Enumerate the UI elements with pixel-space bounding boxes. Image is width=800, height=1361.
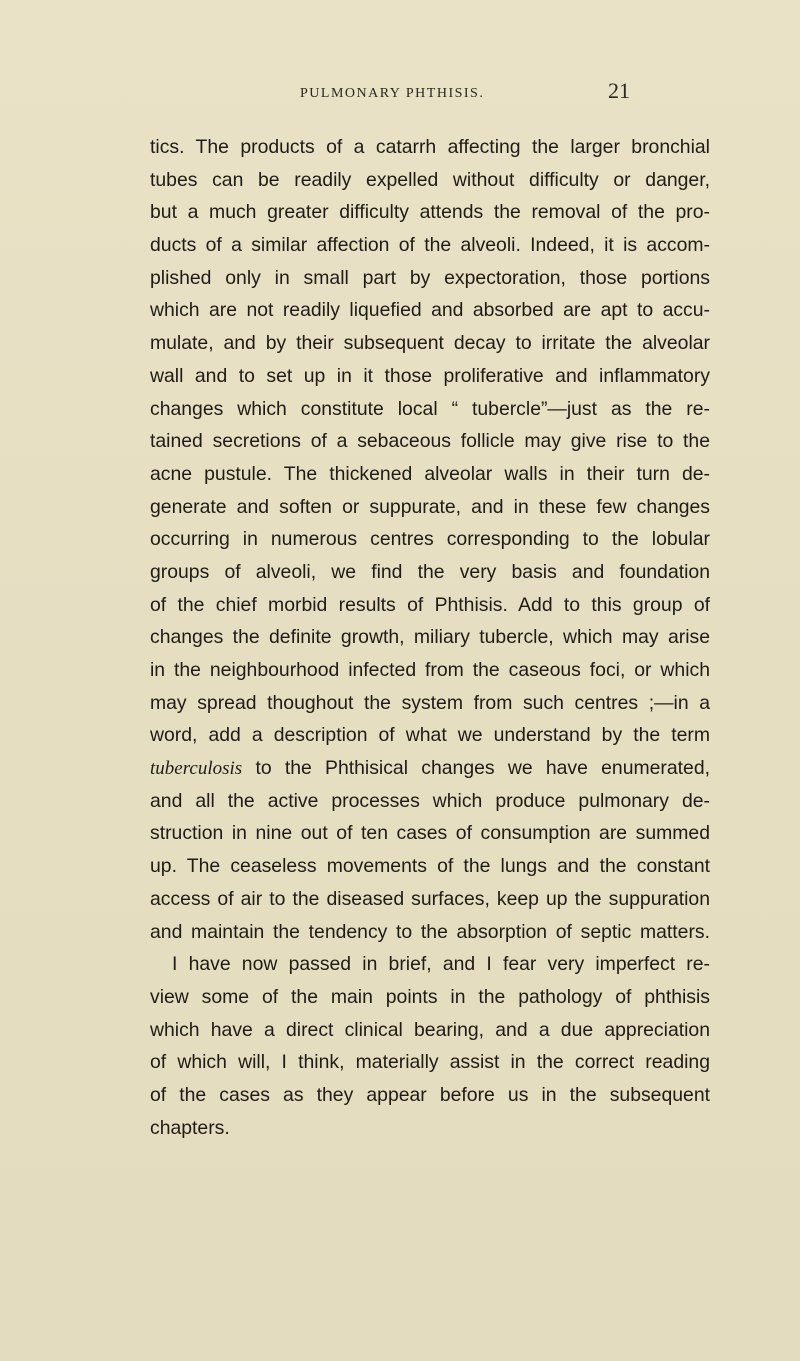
text-line: groups of alveoli, we find the very basis and foundation xyxy=(150,560,710,583)
text-line: changes the definite growth, miliary tubercle, which may arise xyxy=(150,626,710,649)
text-line-paragraph-start: I have now passed in brief, and I fear very imperfect re- xyxy=(172,953,710,976)
text-line: word, add a description of what we understand by the term xyxy=(150,724,710,747)
text-line: up. The ceaseless movements of the lungs and the constant xyxy=(150,855,710,878)
text-line: changes which constitute local “ tubercle”—just as the re- xyxy=(150,397,710,420)
text-line: ducts of a similar affection of the alveoli. Indeed, it is accom- xyxy=(150,234,710,257)
text-line: in the neighbourhood infected from the caseous foci, or which xyxy=(150,659,710,681)
text-line-last: chapters. xyxy=(150,1116,230,1139)
body-text xyxy=(150,131,710,1144)
text-line: struction in nine out of ten cases of consumption are summed xyxy=(150,822,710,845)
text-line: may spread thoughout the system from such centres ;—in a xyxy=(150,691,710,714)
text-line: tubes can be readily expelled without difficulty or danger, xyxy=(150,168,710,191)
text-line: wall and to set up in it those proliferative and inflammatory xyxy=(150,364,710,387)
italic-term: tuberculosis xyxy=(150,758,243,780)
text-line: view some of the main points in the pathology of phthisis xyxy=(150,985,710,1008)
text-line: tics. The products of a catarrh affecting the larger bronchial xyxy=(150,136,710,158)
text-line: tained secretions of a sebaceous follicle may give rise to the xyxy=(150,430,710,453)
text-line: but a much greater difficulty attends the removal of the pro- xyxy=(150,201,710,224)
running-head: PULMONARY PHTHISIS. xyxy=(300,86,485,101)
text-line: occurring in numerous centres corresponding to the lobular xyxy=(150,528,710,551)
text-line: generate and soften or suppurate, and in these few changes xyxy=(150,495,710,518)
text-line: and maintain the tendency to the absorption of septic matters. xyxy=(150,920,710,943)
text-line: which are not readily liquefied and absorbed are apt to accu- xyxy=(150,299,710,322)
text-line: of which will, I think, materially assist in the correct reading xyxy=(150,1051,710,1074)
page-number: 21 xyxy=(608,78,630,103)
text-line-remainder: to the Phthisical changes we have enumerated, xyxy=(255,757,710,780)
text-line: which have a direct clinical bearing, and a due appreciation xyxy=(150,1018,710,1041)
text-line: of the chief morbid results of Phthisis. Add to this group of xyxy=(150,593,710,616)
text-line: access of air to the diseased surfaces, keep up the suppuration xyxy=(150,887,710,910)
text-line: of the cases as they appear before us in the subsequent xyxy=(150,1083,710,1106)
text-line: acne pustule. The thickened alveolar walls in their turn de- xyxy=(150,462,710,485)
text-line: mulate, and by their subsequent decay to irritate the alveolar xyxy=(150,332,710,355)
text-line: and all the active processes which produce pulmonary de- xyxy=(150,789,710,812)
text-line-with-term xyxy=(150,752,710,785)
text-line: plished only in small part by expectoration, those portions xyxy=(150,266,710,289)
